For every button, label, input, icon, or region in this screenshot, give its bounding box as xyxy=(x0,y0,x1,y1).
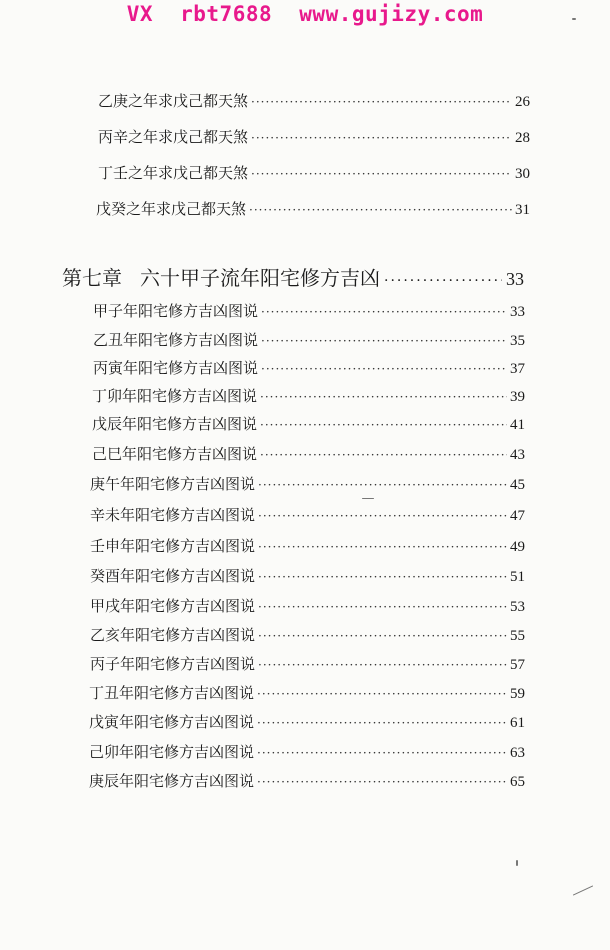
toc-entry-title: 丙子年阳宅修方吉凶图说 xyxy=(90,655,256,673)
toc-entry-page: 55 xyxy=(510,628,525,644)
scan-speck xyxy=(516,860,518,866)
leader-dots xyxy=(251,95,512,109)
toc-entry-page: 37 xyxy=(510,361,525,377)
toc-entry-page: 65 xyxy=(510,774,525,790)
toc-entry xyxy=(92,413,525,434)
leader-dots xyxy=(258,509,507,523)
leader-dots xyxy=(258,540,507,554)
toc-entry xyxy=(98,90,530,111)
leader-dots xyxy=(249,203,512,217)
toc-entry-page: 30 xyxy=(515,166,530,182)
toc-entry xyxy=(89,711,525,732)
toc-entry-title: 戊辰年阳宅修方吉凶图说 xyxy=(92,415,258,433)
toc-entry xyxy=(90,595,525,616)
toc-entry-page: 49 xyxy=(510,539,525,555)
toc-entry-page: 43 xyxy=(510,447,525,463)
toc-entry-title: 壬申年阳宅修方吉凶图说 xyxy=(90,537,256,555)
leader-dots xyxy=(257,687,507,701)
toc-entry xyxy=(92,385,525,406)
toc-entry xyxy=(98,126,530,147)
toc-entry xyxy=(89,682,525,703)
leader-dots xyxy=(260,418,507,432)
toc-entry-page: 51 xyxy=(510,569,525,585)
leader-dots xyxy=(261,362,507,376)
leader-dots xyxy=(260,390,507,404)
leader-dots xyxy=(257,775,507,789)
toc-entry-title: 乙丑年阳宅修方吉凶图说 xyxy=(93,331,259,349)
toc-entry-page: 45 xyxy=(510,477,525,493)
toc-entry-title: 甲戌年阳宅修方吉凶图说 xyxy=(90,597,256,615)
leader-dots xyxy=(261,305,507,319)
toc-entry xyxy=(90,624,525,645)
toc-entry xyxy=(90,473,525,494)
toc-entry-page: 57 xyxy=(510,657,525,673)
scan-speck xyxy=(573,885,593,895)
toc-entry-title: 丙辛之年求戊己都天煞 xyxy=(98,128,249,146)
chapter-page: 33 xyxy=(506,269,524,289)
toc-entry xyxy=(89,741,525,762)
toc-entry-title: 己巳年阳宅修方吉凶图说 xyxy=(92,445,258,463)
leader-dots xyxy=(384,273,502,289)
toc-entry-title: 乙庚之年求戊己都天煞 xyxy=(98,92,249,110)
toc-entry-title: 丁卯年阳宅修方吉凶图说 xyxy=(92,387,258,405)
toc-entry xyxy=(98,162,530,183)
toc-entry-page: 63 xyxy=(510,745,525,761)
toc-entry-title: 己卯年阳宅修方吉凶图说 xyxy=(89,743,255,761)
toc-entry xyxy=(90,565,525,586)
toc-entry-page: 33 xyxy=(510,304,525,320)
toc-entry xyxy=(90,504,525,525)
toc-entry-title: 庚午年阳宅修方吉凶图说 xyxy=(90,475,256,493)
toc-entry-page: 35 xyxy=(510,333,525,349)
leader-dots xyxy=(257,746,507,760)
toc-entry xyxy=(90,535,525,556)
leader-dots xyxy=(258,658,507,672)
leader-dots xyxy=(261,334,507,348)
toc-entry xyxy=(96,198,530,219)
toc-entry xyxy=(90,653,525,674)
leader-dots xyxy=(258,629,507,643)
leader-dots xyxy=(260,448,507,462)
toc-entry-page: 39 xyxy=(510,389,525,405)
toc-entry-title: 丙寅年阳宅修方吉凶图说 xyxy=(93,359,259,377)
leader-dots xyxy=(258,478,507,492)
scan-speck xyxy=(572,18,576,20)
toc-entry-page: 53 xyxy=(510,599,525,615)
toc-entry-title: 丁丑年阳宅修方吉凶图说 xyxy=(89,684,255,702)
leader-dots xyxy=(258,600,507,614)
toc-entry xyxy=(89,770,525,791)
toc-entry-page: 31 xyxy=(515,202,530,218)
chapter-heading xyxy=(62,262,524,291)
toc-entry-title: 癸酉年阳宅修方吉凶图说 xyxy=(90,567,256,585)
leader-dots xyxy=(258,570,507,584)
chapter-title: 六十甲子流年阳宅修方吉凶 xyxy=(140,266,380,290)
leader-dots xyxy=(251,167,512,181)
toc-entry-title: 戊寅年阳宅修方吉凶图说 xyxy=(89,713,255,731)
toc-entry-title: 甲子年阳宅修方吉凶图说 xyxy=(93,302,259,320)
toc-entry xyxy=(93,300,525,321)
watermark: VX rbt7688 www.gujizy.com xyxy=(126,2,484,26)
toc-entry-page: 28 xyxy=(515,130,530,146)
toc-entry-title: 乙亥年阳宅修方吉凶图说 xyxy=(90,626,256,644)
toc-entry-page: 61 xyxy=(510,715,525,731)
leader-dots xyxy=(257,716,507,730)
toc-entry-page: 41 xyxy=(510,417,525,433)
leader-dots xyxy=(251,131,512,145)
toc-entry-title: 庚辰年阳宅修方吉凶图说 xyxy=(89,772,255,790)
toc-entry xyxy=(93,329,525,350)
toc-entry-page: 26 xyxy=(515,94,530,110)
toc-entry-title: 丁壬之年求戊己都天煞 xyxy=(98,164,249,182)
toc-entry xyxy=(93,357,525,378)
chapter-number: 第七章 xyxy=(62,266,122,290)
scan-speck xyxy=(362,498,374,499)
toc-entry-page: 59 xyxy=(510,686,525,702)
toc-entry xyxy=(92,443,525,464)
toc-entry-title: 辛未年阳宅修方吉凶图说 xyxy=(90,506,256,524)
toc-entry-title: 戊癸之年求戊己都天煞 xyxy=(96,200,247,218)
toc-entry-page: 47 xyxy=(510,508,525,524)
